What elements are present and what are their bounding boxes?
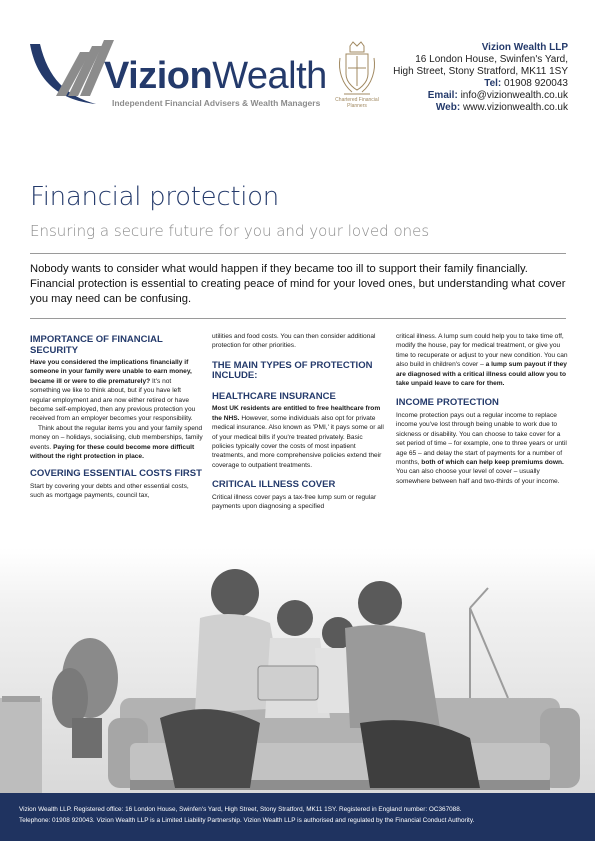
column-2 [212, 332, 385, 511]
heading-critical-illness: CRITICAL ILLNESS COVER [212, 479, 336, 491]
vizion-wealth-logo [26, 38, 336, 110]
heading-importance: IMPORTANCE OF FINANCIAL SECURITY [30, 334, 163, 356]
email-link[interactable]: info@vizionwealth.co.uk [460, 90, 568, 101]
page-subtitle: Ensuring a secure future for you and your loved ones [30, 222, 430, 240]
paragraph-importance-1 [30, 358, 203, 424]
footer [0, 793, 595, 841]
tel-value: 01908 920043 [504, 78, 568, 89]
text-bold: Most UK residents are entitled to free healthcare from the NHS. [212, 405, 381, 422]
crest-caption: Chartered Financial Planners [335, 97, 379, 109]
vizion-swoosh-logo-icon [26, 38, 116, 110]
text-bold: both of which can help keep premiums down. [421, 458, 564, 466]
divider-bottom [30, 318, 566, 319]
text-regular: Income protection pays out a regular income to replace income you've lost through being unable to work due to sickness or disability. You can choose to take cover for a set period of time – for example, one to three years or until age 65 – and delay the start of payments for a number of months, [396, 411, 567, 466]
text-regular: Think about the regular items you and your family spend money on – holidays, socialising, club memberships, family events. [30, 424, 203, 451]
firm-name: Vizion Wealth LLP [481, 42, 568, 53]
address-line-1: 16 London House, Swinfen's Yard, [415, 54, 568, 65]
text-bold: a lump sum payout if they are diagnosed with a critical illness could allow you to take unpaid leave to care for them. [396, 361, 567, 388]
intro-paragraph: Nobody wants to consider what would happen if they became too ill to support their family financially. Financial protection is essential to creating peace of mind for your loved ones, but understanding what cover you may need can be confusing. [30, 263, 566, 305]
divider-top [30, 253, 566, 254]
paragraph-critical-continued [396, 332, 569, 388]
paragraph-critical-illness: Critical illness cover pays a tax-free lump sum or regular payments upon diagnosing a specified [212, 493, 377, 511]
brand-name-part1: Vizion [104, 55, 213, 97]
web-row [393, 102, 568, 114]
web-label: Web: [435, 102, 461, 113]
text-bold: Have you considered the implications financially if someone in your family were unable to earn money, became ill or were to die prematurely? [30, 359, 192, 385]
paragraph-essential-costs: Start by covering your debts and other essential costs, such as mortgage payments, council tax, [30, 482, 189, 500]
heading-healthcare: HEALTHCARE INSURANCE [212, 390, 336, 402]
brand-name-part2: Wealth [212, 55, 327, 97]
text-regular: However, some individuals also opt for private medical insurance. Also known as 'PMI,' it pays some or all of your medical bills if you're treated privately. Basic policies typically cover the costs of most inpatient treatments, and more comprehensive policies extend their coverage to outpatient treatments. [212, 414, 384, 469]
paragraph-importance-2 [30, 424, 203, 462]
text-regular: You can also choose your level of cover – usually somewhere between half and two-thirds of your income. [396, 468, 560, 485]
heading-income-protection: INCOME PROTECTION [396, 397, 499, 409]
telephone-row [393, 78, 568, 90]
address-line-2: High Street, Stony Stratford, MK11 1SY [393, 66, 568, 77]
text-regular: critical illness. A lump sum could help you to take time off, modify the house, pay for medical treatment, or give you time to recuperate or adjust to your new condition. You can also build in children's cover – [396, 333, 568, 369]
email-label: Email: [427, 90, 458, 101]
letterhead [0, 0, 595, 130]
footer-line-2: Telephone: 01908 920043. Vizion Wealth LLP is a Limited Liability Partnership. Vizion Wealth LLP is authorised and regulated by the Financial Conduct Authority. [19, 817, 475, 824]
paragraph-continued: utilities and food costs. You can then consider additional protection for other priorities. [212, 333, 376, 350]
text-regular: It's not something we like to think about, but if you have left regular employment and are now either retired or have become self-employed, then any previous protection you received from an employer becomes your responsibility. [30, 377, 196, 423]
brand-tagline: Independent Financial Advisers & Wealth Managers [112, 98, 321, 108]
heading-essential-costs: COVERING ESSENTIAL COSTS FIRST [30, 468, 202, 480]
paragraph-income-protection [396, 411, 569, 486]
text-bold: Paying for these could become more difficult without the right protection in place. [30, 443, 195, 461]
footer-line-1: Vizion Wealth LLP. Registered office: 16 London House, Swinfen's Yard, High Street, Stony Stratford, MK11 1SY. Registered in England number: OC367088. [19, 806, 462, 813]
contact-block [393, 42, 568, 114]
website-link[interactable]: www.vizionwealth.co.uk [462, 102, 568, 113]
family-on-sofa-photo [0, 548, 595, 793]
page-title: Financial protection [30, 182, 279, 212]
family-photo-illustration [0, 548, 595, 793]
brand-name [104, 56, 327, 96]
email-row [393, 90, 568, 102]
column-1 [30, 332, 203, 501]
column-3 [396, 332, 569, 486]
heading-main-types: THE MAIN TYPES OF PROTECTION INCLUDE: [212, 359, 373, 382]
tel-label: Tel: [484, 78, 502, 89]
paragraph-healthcare [212, 404, 385, 470]
